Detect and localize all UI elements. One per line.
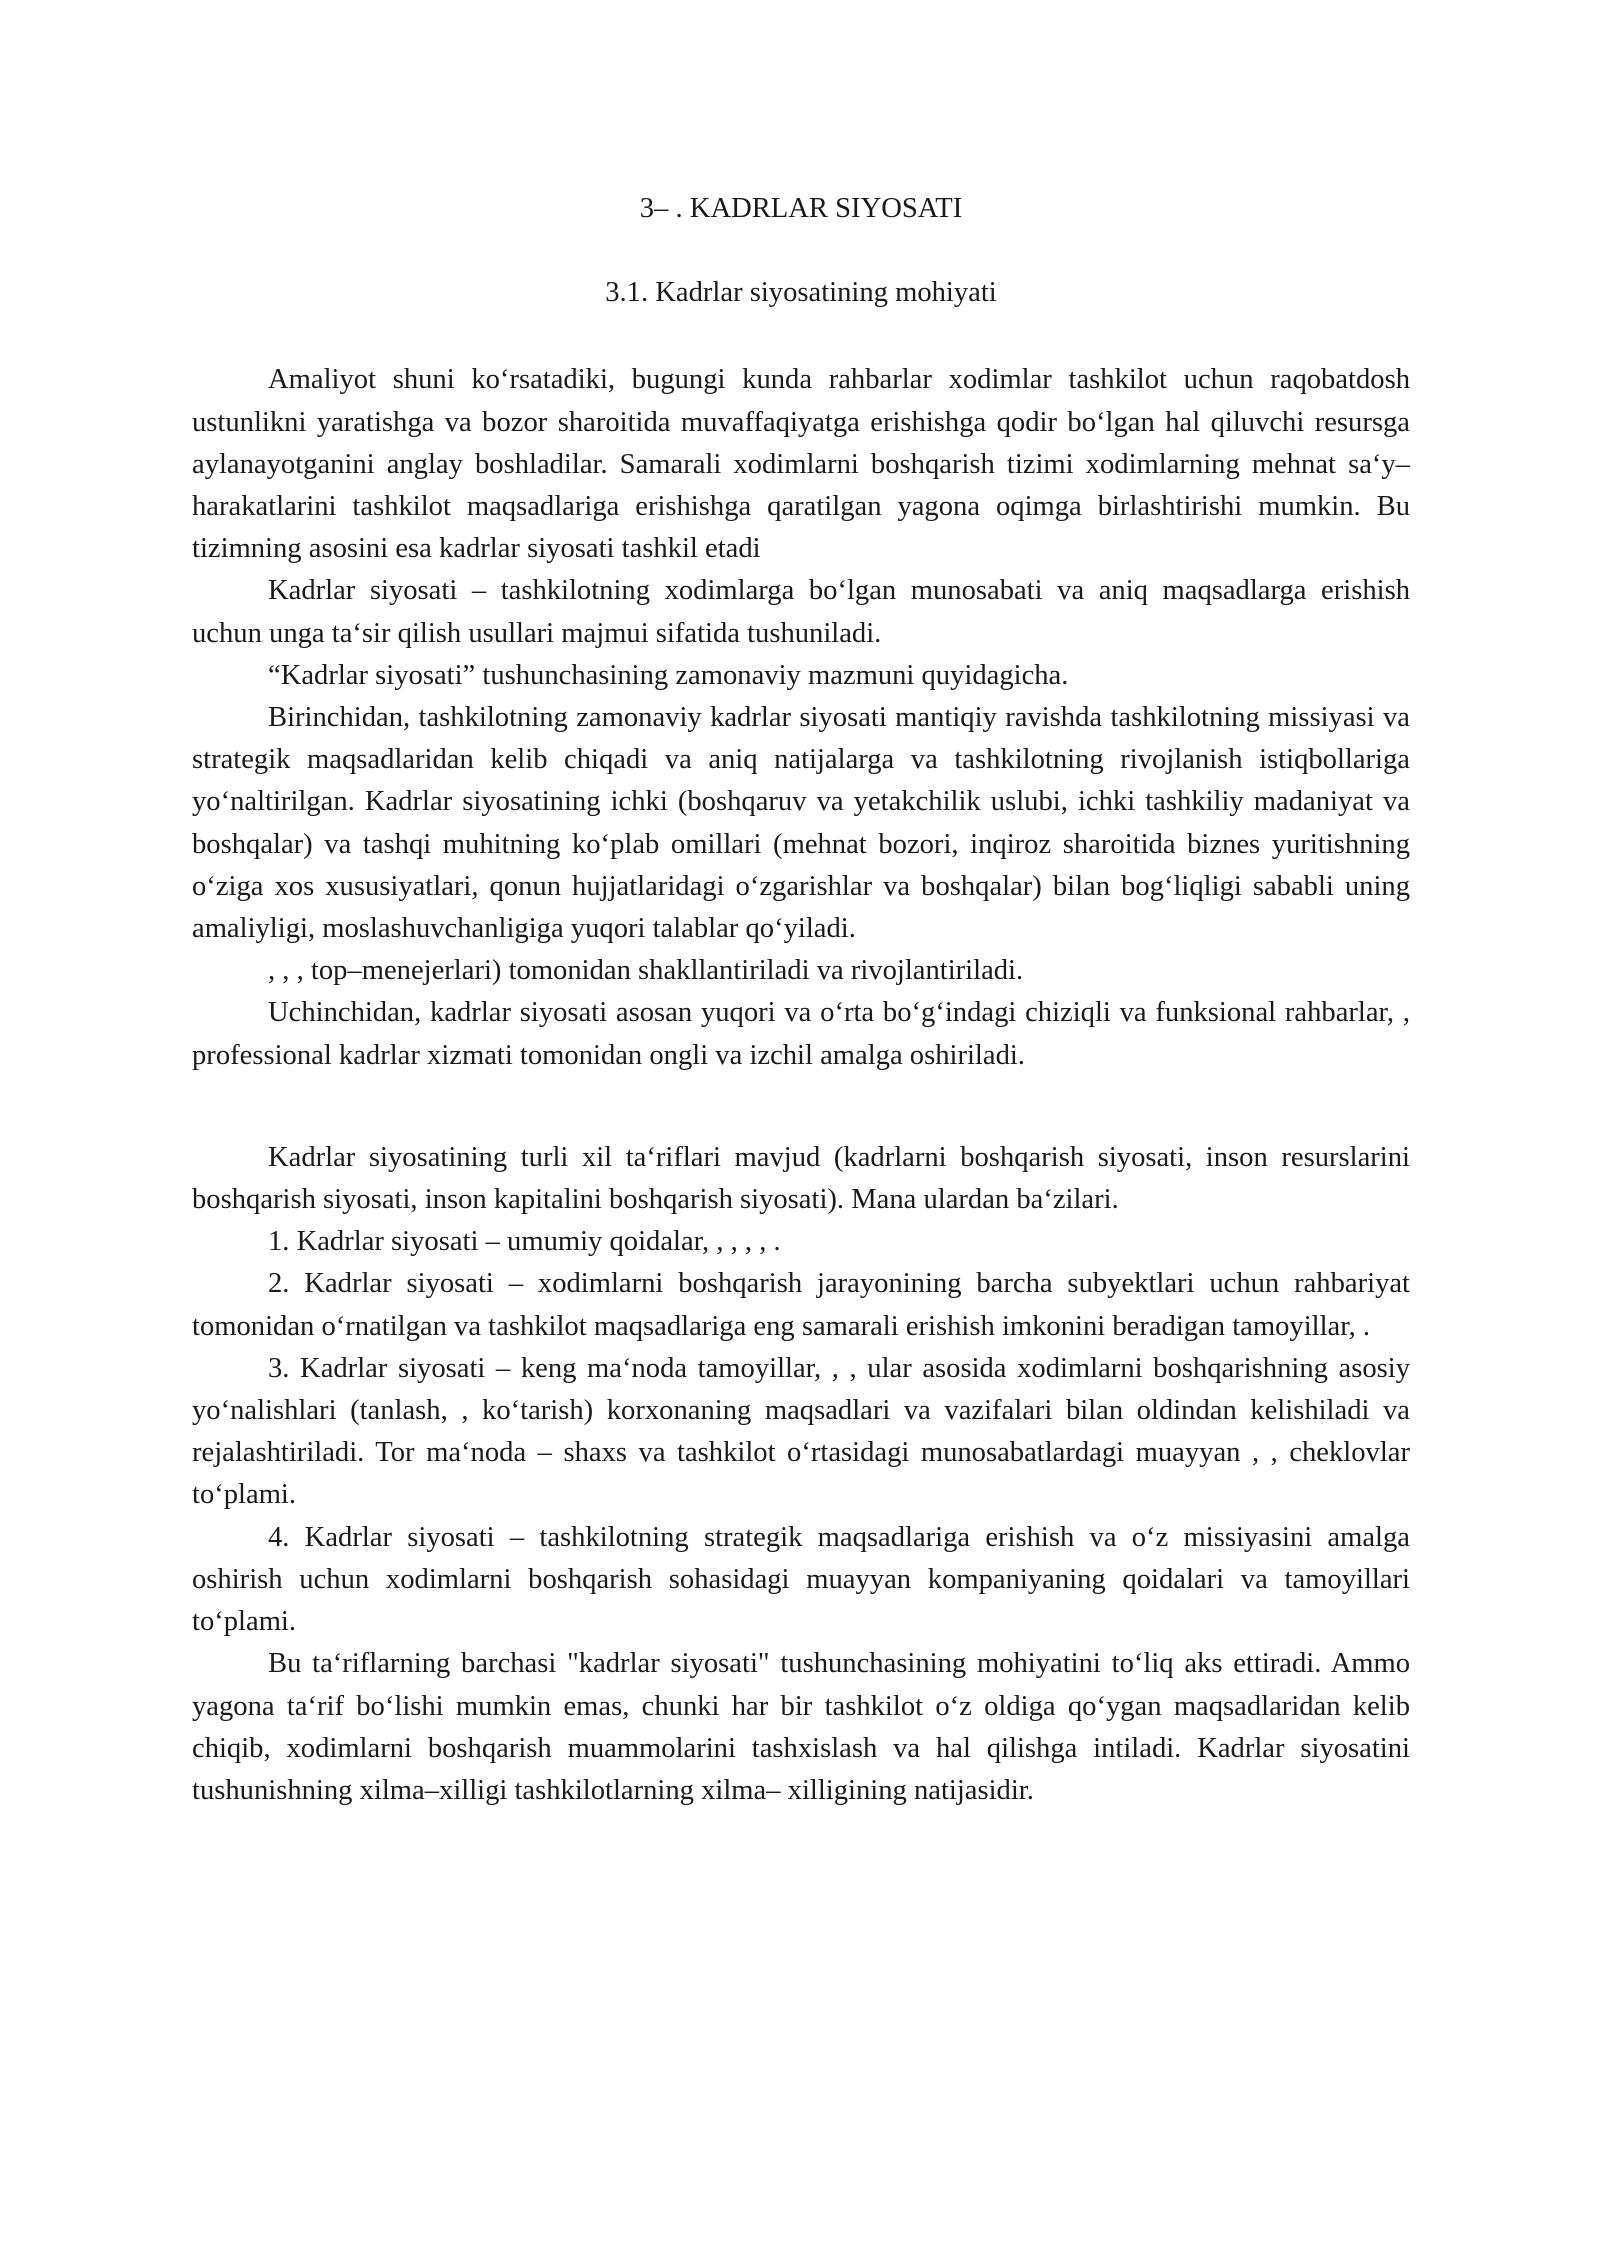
section-title: 3.1. Kadrlar siyosatining mohiyati: [605, 277, 997, 309]
list-item: 2. Kadrlar siyosati – xodimlarni boshqarish jarayonining barcha subyektlari uchun rahbariyat tomonidan o‘rnatilgan va tashkilot maqsadlariga eng samarali erishish imkonini beradigan tamoyillar, .: [192, 1268, 1410, 1342]
paragraph: Birinchidan, tashkilotning zamonaviy kadrlar siyosati mantiqiy ravishda tashkilotning missiyasi va strategik maqsadlaridan kelib chiqadi va aniq natijalarga va tashkilotning rivojlanish istiqbollariga yo‘naltirilgan. Kadrlar siyosatining ichki (boshqaruv va yetakchilik uslubi, ichki tashkiliy madaniyat va boshqalar) va tashqi muhitning ko‘plab omillari (mehnat bozori, inqiroz sharoitida biznes yuritishning o‘ziga xos xususiyatlari, qonun hujjatlaridagi o‘zgarishlar va boshqalar) bilan bog‘liqligi sababli uning amaliyligi, moslashuvchanligiga yuqori talablar qo‘yiladi.: [192, 702, 1410, 945]
chapter-title: 3– . KADRLAR SIYOSATI: [639, 193, 963, 224]
paragraph: Kadrlar siyosati – tashkilotning xodimlarga bo‘lgan munosabati va aniq maqsadlarga erishish uchun unga ta‘sir qilish usullari majmui sifatida tushuniladi.: [192, 575, 1410, 649]
paragraph: “Kadrlar siyosati” tushunchasining zamonaviy mazmuni quyidagicha.: [268, 659, 1069, 691]
list-item: 3. Kadrlar siyosati – keng ma‘noda tamoyillar, , , ular asosida xodimlarni boshqarishning asosiy yo‘nalishlari (tanlash, , ko‘tarish) korxonaning maqsadlari va vazifalari bilan oldindan kelishiladi va rejalashtiriladi. Tor ma‘noda – shaxs va tashkilot o‘rtasidagi munosabatlardagi muayyan , , cheklovlar to‘plami.: [192, 1352, 1410, 1511]
paragraph: Uchinchidan, kadrlar siyosati asosan yuqori va o‘rta bo‘g‘indagi chiziqli va funksional rahbarlar, , professional kadrlar xizmati tomonidan ongli va izchil amalga oshiriladi.: [192, 997, 1410, 1071]
document-page: [192, 188, 1410, 1812]
paragraph: , , , top–menejerlari) tomonidan shakllantiriladi va rivojlantiriladi.: [268, 955, 1024, 987]
paragraph: Kadrlar siyosatining turli xil ta‘riflari mavjud (kadrlarni boshqarish siyosati, inson resurslarini boshqarish siyosati, inson kapitalini boshqarish siyosati). Mana ulardan ba‘zilari.: [192, 1141, 1410, 1216]
list-item: 1. Kadrlar siyosati – umumiy qoidalar, , , , , .: [268, 1226, 781, 1258]
paragraph: Amaliyot shuni ko‘rsatadiki, bugungi kunda rahbarlar xodimlar tashkilot uchun raqobatdosh ustunlikni yaratishga va bozor sharoitida muvaffaqiyatga erishishga qodir bo‘lgan hal qiluvchi resursga aylanayotganini anglay boshladilar. Samarali xodimlarni boshqarish tizimi xodimlarning mehnat sa‘y–harakatlarini tashkilot maqsadlariga erishishga qaratilgan yagona oqimga birlashtirishi mumkin. Bu tizimning asosini esa kadrlar siyosati tashkil etadi: [192, 364, 1410, 565]
list-item: 4. Kadrlar siyosati – tashkilotning strategik maqsadlariga erishish va o‘z missiyasini amalga oshirish uchun xodimlarni boshqarish sohasidagi muayyan kompaniyaning qoidalari va tamoyillari to‘plami.: [192, 1521, 1410, 1638]
paragraph-gap: [192, 1077, 1410, 1137]
paragraph: Bu ta‘riflarning barchasi "kadrlar siyosati" tushunchasining mohiyatini to‘liq aks ettiradi. Ammo yagona ta‘rif bo‘lishi mumkin emas, chunki har bir tashkilot o‘z oldiga qo‘ygan maqsadlaridan kelib chiqib, xodimlarni boshqarish muammolarini tashxislash va hal qilishga intiladi. Kadrlar siyosatini tushunishning xilma–xilligi tashkilotlarning xilma– xilligining natijasidir.: [192, 1648, 1410, 1806]
